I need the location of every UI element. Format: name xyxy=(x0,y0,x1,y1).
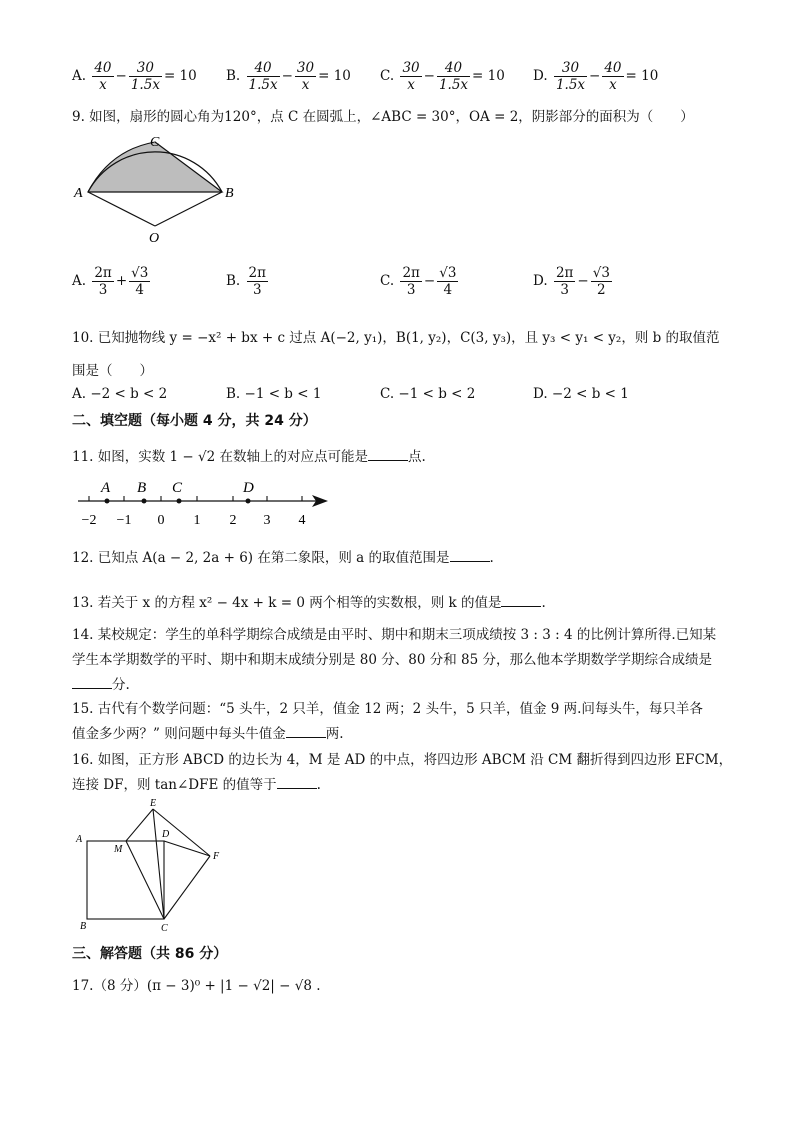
q10-option-a: A. −2 < b < 2 xyxy=(72,386,168,402)
q16-label-m: M xyxy=(114,844,123,855)
q16-label-c: C xyxy=(161,923,168,934)
q10-stem-line1: 10. 已知抛物线 y = −x² + bx + c 过点 A(−2, y₁)，B(1, y₂)，C(3, y₃)，且 y₃ < y₁ < y₂，则 b 的取值范 xyxy=(72,330,720,346)
section-3-heading: 三、解答题（共 86 分） xyxy=(72,946,228,962)
q14-line2: 学生本学期数学的平时、期中和期末成绩分别是 80 分、80 分和 85 分，那么他本学期数学学期综合成绩是 xyxy=(72,652,712,668)
q12-stem: 12. 已知点 A(a − 2, 2a + 6) 在第二象限，则 a 的取值范围是 . xyxy=(72,550,494,566)
q14-line1: 14. 某校规定：学生的单科学期综合成绩是由平时、期中和期末三项成绩按 3 : 3 : 4 的比例计算所得.已知某 xyxy=(72,627,717,643)
q11-point-c xyxy=(177,499,182,504)
q9-label-b: B xyxy=(225,186,234,201)
q14-line3: 分. xyxy=(72,673,130,693)
q16-label-f: F xyxy=(213,851,220,862)
q10-option-d: D. −2 < b < 1 xyxy=(533,386,629,402)
q17-stem: 17.（8 分）(π − 3)⁰ + |1 − √2| − √8 . xyxy=(72,978,321,994)
q9-label-c: C xyxy=(150,135,160,150)
q9-option-d: D. $\frac{2\pi}{3}$ − $\frac{√3}{2}$ xyxy=(533,265,610,298)
q8-option-a: A. $\frac{40}{x}$ − $\frac{30}{1.5x}$ = 10 xyxy=(72,60,197,93)
q16-line2: 连接 DF，则 tan∠DFE 的值等于 . xyxy=(72,777,321,793)
q11-tick-neg1: −1 xyxy=(116,513,132,528)
q9-option-b: B. $\frac{2\pi}{3}$ xyxy=(226,265,266,298)
q15-line2: 值金多少两？” 则问题中每头牛值金 两. xyxy=(72,726,344,742)
q8-option-b: B. $\frac{40}{1.5x}$ − $\frac{30}{x}$ = 10 xyxy=(226,60,351,93)
q11-label-a: A xyxy=(101,480,111,496)
q11-number-line xyxy=(70,475,335,530)
q11-tick-neg2: −2 xyxy=(81,513,97,528)
q11-point-d xyxy=(246,499,251,504)
q11-label-b: B xyxy=(137,480,147,496)
q16-label-b: B xyxy=(80,921,87,932)
q16-square-figure xyxy=(72,795,232,935)
q11-tick-4: 4 xyxy=(298,513,306,528)
q11-stem: 11. 如图，实数 1 − √2 在数轴上的对应点可能是 点. xyxy=(72,449,426,465)
q11-tick-2: 2 xyxy=(229,513,237,528)
q10-option-b: B. −1 < b < 1 xyxy=(226,386,322,402)
q16-label-d: D xyxy=(162,829,170,840)
q9-label-a: A xyxy=(74,186,83,201)
q15-line1: 15. 古代有个数学问题：“5 头牛，2 只羊，值金 12 两；2 头牛，5 只羊，值金 9 两.问每头牛，每只羊各 xyxy=(72,701,703,717)
q8-option-d: D. $\frac{30}{1.5x}$ − $\frac{40}{x}$ = 10 xyxy=(533,60,659,93)
q11-tick-1: 1 xyxy=(193,513,201,528)
q13-stem: 13. 若关于 x 的方程 x² − 4x + k = 0 两个相等的实数根，则 k 的值是 . xyxy=(72,595,546,611)
q11-point-a xyxy=(105,499,110,504)
q11-tick-3: 3 xyxy=(263,513,271,528)
q10-stem-line2: 围是（ ） xyxy=(72,363,153,379)
q9-sector-figure xyxy=(70,130,245,248)
q9-stem: 9. 如图，扇形的圆心角为120°，点 C 在圆弧上，∠ABC = 30°，OA = 2，阴影部分的面积为（ ） xyxy=(72,109,694,125)
q11-point-b xyxy=(142,499,147,504)
q11-label-d: D xyxy=(243,480,254,496)
q16-line1: 16. 如图，正方形 ABCD 的边长为 4，M 是 AD 的中点，将四边形 ABCM 沿 CM 翻折得到四边形 EFCM， xyxy=(72,752,733,768)
q9-label-o: O xyxy=(149,231,160,246)
q10-option-c: C. −1 < b < 2 xyxy=(380,386,476,402)
q8-option-c: C. $\frac{30}{x}$ − $\frac{40}{1.5x}$ = 10 xyxy=(380,60,505,93)
q11-label-c: C xyxy=(172,480,183,496)
q16-label-e: E xyxy=(150,798,157,809)
q9-option-a: A. $\frac{2\pi}{3}$ + $\frac{√3}{4}$ xyxy=(72,265,149,298)
q11-tick-0: 0 xyxy=(157,513,165,528)
q9-option-c: C. $\frac{2\pi}{3}$ − $\frac{√3}{4}$ xyxy=(380,265,457,298)
q16-label-a: A xyxy=(76,834,83,845)
section-2-heading: 二、填空题（每小题 4 分，共 24 分） xyxy=(72,413,317,429)
